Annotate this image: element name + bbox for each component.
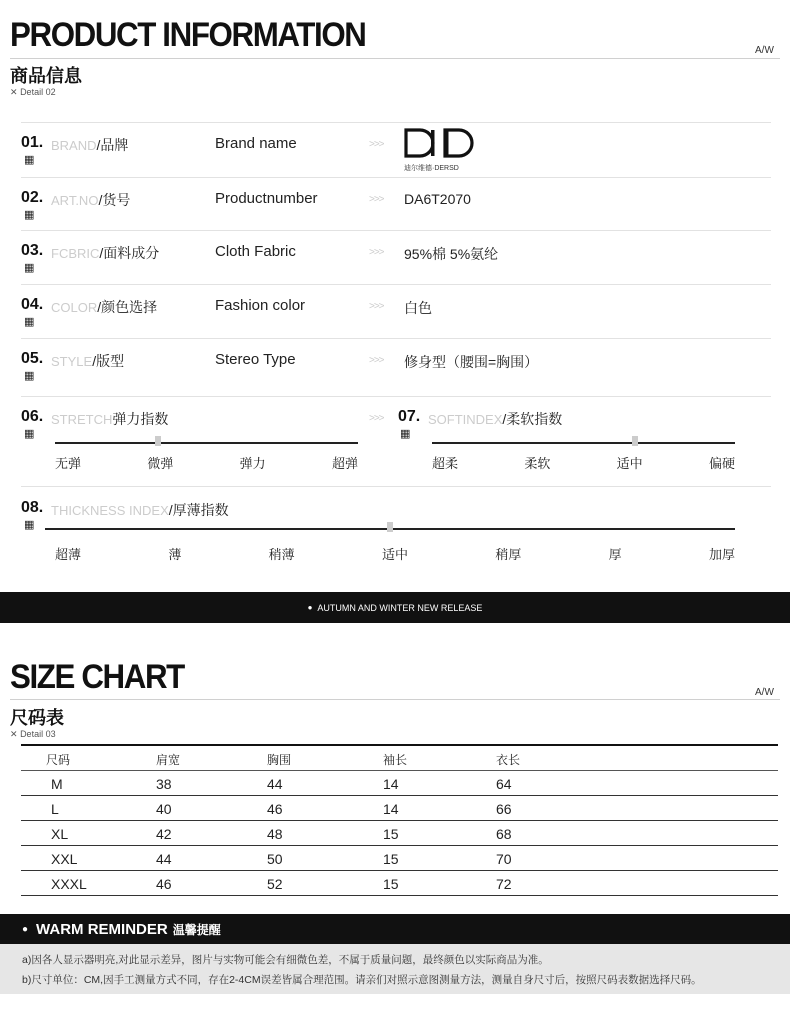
table-row xyxy=(21,871,778,896)
brand-logo xyxy=(404,128,476,172)
banner-dot-icon: ● xyxy=(307,603,313,612)
scale-tick-label: 适中 xyxy=(381,547,408,562)
thickness-marker xyxy=(387,522,393,532)
table-cell: 14 xyxy=(383,776,399,792)
scale-tick-label: 薄 xyxy=(168,547,182,562)
arrows: >>> xyxy=(369,355,384,366)
stretch-label: STRETCH弹力指数 xyxy=(51,411,169,427)
row-label: STYLE/版型 xyxy=(51,353,125,369)
table-cell: XXXL xyxy=(51,876,87,892)
product-info-title: PRODUCT INFORMATION xyxy=(10,16,366,54)
scale-tick-label: 超柔 xyxy=(432,456,459,471)
scale-tick-label: 超弹 xyxy=(331,456,358,471)
thickness-ticks xyxy=(55,544,735,562)
scale-tick-label: 微弹 xyxy=(147,456,174,471)
aw-label: A/W xyxy=(755,687,774,698)
scale-tick-label: 柔软 xyxy=(524,456,551,471)
scale-tick-label: 偏硬 xyxy=(708,456,735,471)
row-value: 白色 xyxy=(404,300,432,316)
table-cell: 46 xyxy=(156,876,172,892)
stretch-marker xyxy=(155,436,161,446)
table-cell: 66 xyxy=(496,801,512,817)
table-cell: 42 xyxy=(156,826,172,842)
table-cell: 38 xyxy=(156,776,172,792)
row-number: 03. xyxy=(21,242,44,259)
table-header-row xyxy=(21,746,778,771)
table-cell: L xyxy=(51,801,59,817)
thickness-number: 08. xyxy=(21,499,44,516)
size-chart-title: SIZE CHART xyxy=(10,658,184,696)
banner-text: AUTUMN AND WINTER NEW RELEASE xyxy=(317,602,483,613)
table-header-cell: 袖长 xyxy=(383,753,408,767)
row-field: Stereo Type xyxy=(215,351,296,368)
arrows: >>> xyxy=(369,247,384,258)
brand-logo-caption: 迪尔维德·DERSD xyxy=(404,165,459,172)
table-cell: 44 xyxy=(267,776,283,792)
table-cell: 15 xyxy=(383,826,399,842)
scale-tick-label: 稍薄 xyxy=(268,547,295,562)
table-cell: 14 xyxy=(383,801,399,817)
row-label: COLOR/颜色选择 xyxy=(51,299,158,315)
stretch-ticks xyxy=(55,453,358,471)
grid-icon: ▦ xyxy=(24,154,35,166)
soft-number: 07. xyxy=(398,408,421,425)
reminder-line: b)尺寸单位：CM,因手工测量方式不同，存在2-4CM误差皆属合理范围。请亲们对照示意图测量方法，测量自身尺寸后，按照尺码表数据选择尺码。 xyxy=(22,974,702,986)
row-divider xyxy=(21,284,771,285)
table-header-cell: 尺码 xyxy=(46,753,71,767)
arrows-mid: >>> xyxy=(369,413,384,424)
table-header-cell: 肩宽 xyxy=(156,753,181,767)
row-divider xyxy=(21,396,771,397)
table-cell: 72 xyxy=(496,876,512,892)
cross-icon: ✕ xyxy=(10,87,18,97)
row-divider xyxy=(21,122,771,123)
row-label: FCBRIC/面料成分 xyxy=(51,245,160,261)
table-cell: 52 xyxy=(267,876,283,892)
table-cell: 44 xyxy=(156,851,172,867)
row-number: 05. xyxy=(21,350,44,367)
table-cell: 40 xyxy=(156,801,172,817)
size-chart-cn-title: 尺码表 xyxy=(10,708,64,728)
release-banner xyxy=(0,592,790,623)
soft-marker xyxy=(632,436,638,446)
grid-icon: ▦ xyxy=(24,370,35,382)
row-number: 01. xyxy=(21,134,44,151)
table-cell: 64 xyxy=(496,776,512,792)
product-info-cn-title: 商品信息 xyxy=(10,66,82,86)
table-cell: 50 xyxy=(267,851,283,867)
row-label: ART.NO/货号 xyxy=(51,192,131,208)
scale-tick-label: 超薄 xyxy=(55,547,82,562)
row-field: Brand name xyxy=(215,135,297,152)
reminder-bar xyxy=(0,914,790,944)
row-value: 95%棉 5%氨纶 xyxy=(404,246,499,262)
table-row xyxy=(21,821,778,846)
row-divider xyxy=(21,177,771,178)
table-cell: 70 xyxy=(496,851,512,867)
thickness-label: THICKNESS INDEX/厚薄指数 xyxy=(51,502,229,518)
grid-icon: ▦ xyxy=(400,428,411,440)
arrows: >>> xyxy=(369,194,384,205)
grid-icon: ▦ xyxy=(24,262,35,274)
row-divider xyxy=(21,338,771,339)
row-number: 04. xyxy=(21,296,44,313)
scale-tick-label: 无弹 xyxy=(55,456,82,471)
detail-label: ✕ Detail 03 xyxy=(10,729,56,739)
soft-ticks xyxy=(432,453,735,471)
arrows: >>> xyxy=(369,301,384,312)
soft-label: SOFTINDEX/柔软指数 xyxy=(428,411,563,427)
table-row xyxy=(21,771,778,796)
table-header-cell: 衣长 xyxy=(496,753,521,767)
reminder-line: a)因各人显示器明亮,对此显示差异，图片与实物可能会有细微色差，不属于质量问题，最终颜色以实际商品为准。 xyxy=(22,954,549,966)
reminder-title: WARM REMINDER xyxy=(36,920,168,938)
size-table xyxy=(21,744,778,896)
reminder-cn-title: 温馨提醒 xyxy=(172,922,221,937)
stretch-number: 06. xyxy=(21,408,44,425)
aw-label: A/W xyxy=(755,45,774,56)
brand-logo-mark xyxy=(404,128,476,158)
table-cell: 68 xyxy=(496,826,512,842)
row-number: 02. xyxy=(21,189,44,206)
row-value: DA6T2070 xyxy=(404,191,471,207)
scale-tick-label: 稍厚 xyxy=(495,547,522,562)
detail-label: ✕ Detail 02 xyxy=(10,87,56,97)
table-cell: 48 xyxy=(267,826,283,842)
table-cell: M xyxy=(51,776,63,792)
table-row xyxy=(21,846,778,871)
title-divider xyxy=(10,58,780,59)
row-field: Productnumber xyxy=(215,190,318,207)
table-cell: 46 xyxy=(267,801,283,817)
bullet-icon: ● xyxy=(22,923,29,935)
title-divider xyxy=(10,699,780,700)
cross-icon: ✕ xyxy=(10,729,18,739)
row-field: Fashion color xyxy=(215,297,306,314)
table-cell: 15 xyxy=(383,876,399,892)
row-value: 修身型（腰围=胸围） xyxy=(404,354,539,370)
arrows: >>> xyxy=(369,139,384,150)
scale-tick-label: 厚 xyxy=(608,547,622,562)
soft-scale xyxy=(432,442,735,444)
table-cell: XXL xyxy=(51,851,78,867)
grid-icon: ▦ xyxy=(24,428,35,440)
table-header-cell: 胸围 xyxy=(267,753,292,767)
row-divider xyxy=(21,486,771,487)
row-label: BRAND/品牌 xyxy=(51,137,129,153)
grid-icon: ▦ xyxy=(24,209,35,221)
stretch-scale xyxy=(55,442,358,444)
scale-tick-label: 适中 xyxy=(616,456,643,471)
table-cell: 15 xyxy=(383,851,399,867)
scale-tick-label: 弹力 xyxy=(239,456,266,471)
table-cell: XL xyxy=(51,826,69,842)
row-field: Cloth Fabric xyxy=(215,243,296,260)
reminder-body xyxy=(0,944,790,994)
scale-tick-label: 加厚 xyxy=(708,547,735,562)
row-divider xyxy=(21,230,771,231)
grid-icon: ▦ xyxy=(24,519,35,531)
table-row xyxy=(21,796,778,821)
grid-icon: ▦ xyxy=(24,316,35,328)
